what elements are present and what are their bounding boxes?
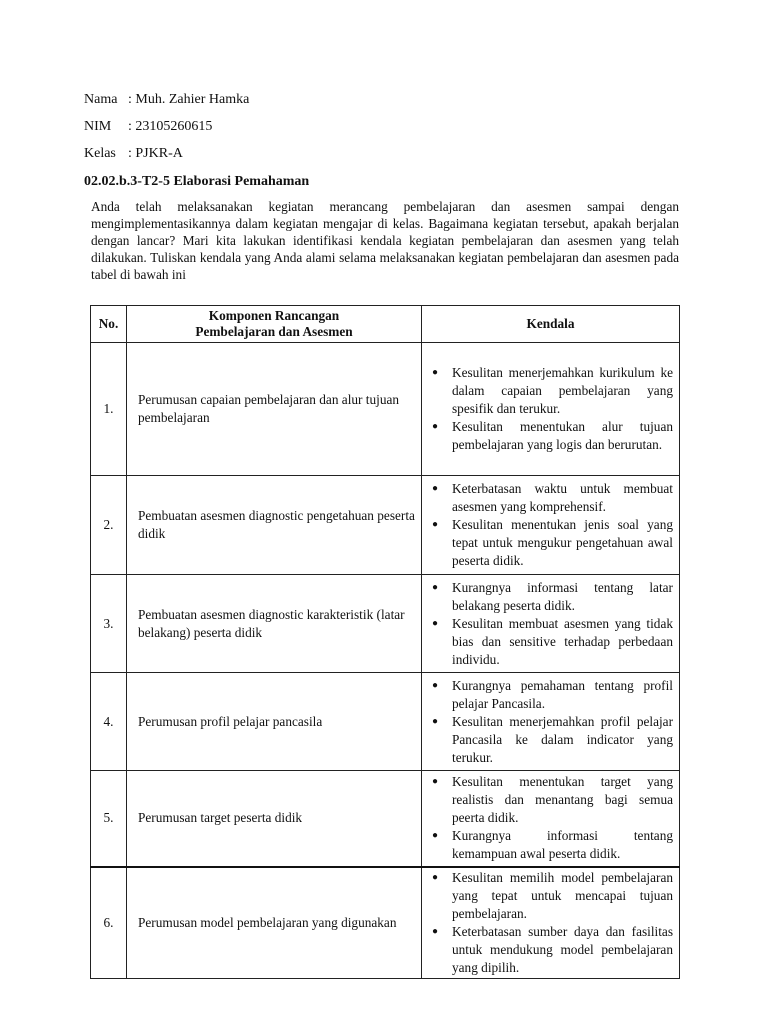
row-number: 3.	[91, 575, 127, 673]
obstacle-item: ● Kurangnya pemahaman tentang profil pelajar Pancasila.	[432, 677, 673, 713]
row-number: 1.	[91, 343, 127, 476]
class-value: : PJKR-A	[128, 146, 183, 161]
name-value: : Muh. Zahier Hamka	[128, 92, 250, 107]
row-component: Perumusan target peserta didik	[127, 771, 422, 867]
row-number: 4.	[91, 673, 127, 771]
nim-line	[84, 119, 212, 135]
obstacle-table	[90, 305, 680, 979]
header-component-line2: Pembelajaran dan Asesmen	[195, 324, 353, 339]
table-row	[91, 673, 680, 771]
obstacle-item: ● Kesulitan menentukan jenis soal yang tepat untuk mengukur pengetahuan awal peserta didik.	[432, 516, 673, 570]
nim-label: NIM	[84, 119, 112, 134]
obstacle-item: ● Kurangnya informasi tentang latar belakang peserta didik.	[432, 579, 673, 615]
obstacle-item: ● Kesulitan menerjemahkan profil pelajar Pancasila ke dalam indicator yang terukur.	[432, 713, 673, 767]
obstacle-item: ● Kesulitan memilih model pembelajaran yang tepat untuk mencapai tujuan pembelajaran.	[432, 869, 673, 923]
obstacle-item: ● Kurangnya informasi tentang kemampuan awal peserta didik.	[432, 827, 673, 863]
row-number: 6.	[91, 867, 127, 979]
table-row	[91, 575, 680, 673]
obstacle-item: ● Kesulitan membuat asesmen yang tidak bias dan sensitive terhadap perbedaan individu.	[432, 615, 673, 669]
row-obstacles	[422, 867, 680, 979]
row-component: Perumusan capaian pembelajaran dan alur tujuan pembelajaran	[127, 343, 422, 476]
obstacle-item: ● Kesulitan menentukan target yang realistis dan menantang bagi semua peerta didik.	[432, 773, 673, 827]
row-number: 5.	[91, 771, 127, 867]
header-no: No.	[91, 306, 127, 343]
obstacle-item: ● Keterbatasan sumber daya dan fasilitas untuk mendukung model pembelajaran yang dipilih.	[432, 923, 673, 977]
header-component	[127, 306, 422, 343]
obstacle-item: ● Keterbatasan waktu untuk membuat asesmen yang komprehensif.	[432, 480, 673, 516]
row-obstacles	[422, 771, 680, 867]
row-component: Perumusan profil pelajar pancasila	[127, 673, 422, 771]
obstacle-item: ● Kesulitan menentukan alur tujuan pembelajaran yang logis dan berurutan.	[432, 418, 673, 454]
name-line	[84, 92, 249, 108]
section-heading: 02.02.b.3-T2-5 Elaborasi Pemahaman	[84, 174, 310, 189]
row-obstacles	[422, 343, 680, 476]
intro-paragraph: Anda telah melaksanakan kegiatan merancang pembelajaran dan asesmen sampai dengan mengimplementasikannya dalam kegiatan mengajar di kelas. Bagaimana kegiatan tersebut, apakah berjalan dengan lancar? Mari kita lakukan identifikasi kendala kegiatan pembelajaran dan asesmen yang telah dilakukan. Tuliskan kendala yang Anda alami selama melaksanakan kegiatan pembelajaran dan asesmen pada tabel di bawah ini	[91, 199, 679, 282]
header-component-line1: Komponen Rancangan	[208, 308, 340, 323]
row-component: Perumusan model pembelajaran yang digunakan	[127, 867, 422, 979]
header-obstacle: Kendala	[422, 306, 680, 343]
table-row	[91, 771, 680, 867]
table-header-row	[91, 306, 680, 343]
row-obstacles	[422, 673, 680, 771]
obstacle-item: ● Kesulitan menerjemahkan kurikulum ke dalam capaian pembelajaran yang spesifik dan terukur.	[432, 364, 673, 418]
class-line	[84, 146, 183, 162]
table-row	[91, 343, 680, 476]
row-component: Pembuatan asesmen diagnostic pengetahuan peserta didik	[127, 476, 422, 575]
row-component: Pembuatan asesmen diagnostic karakteristik (latar belakang) peserta didik	[127, 575, 422, 673]
class-label: Kelas	[84, 146, 116, 161]
row-number: 2.	[91, 476, 127, 575]
row-obstacles	[422, 476, 680, 575]
nim-value: : 23105260615	[128, 119, 213, 134]
name-label: Nama	[84, 92, 118, 107]
table-row	[91, 867, 680, 979]
row-obstacles	[422, 575, 680, 673]
table-row	[91, 476, 680, 575]
